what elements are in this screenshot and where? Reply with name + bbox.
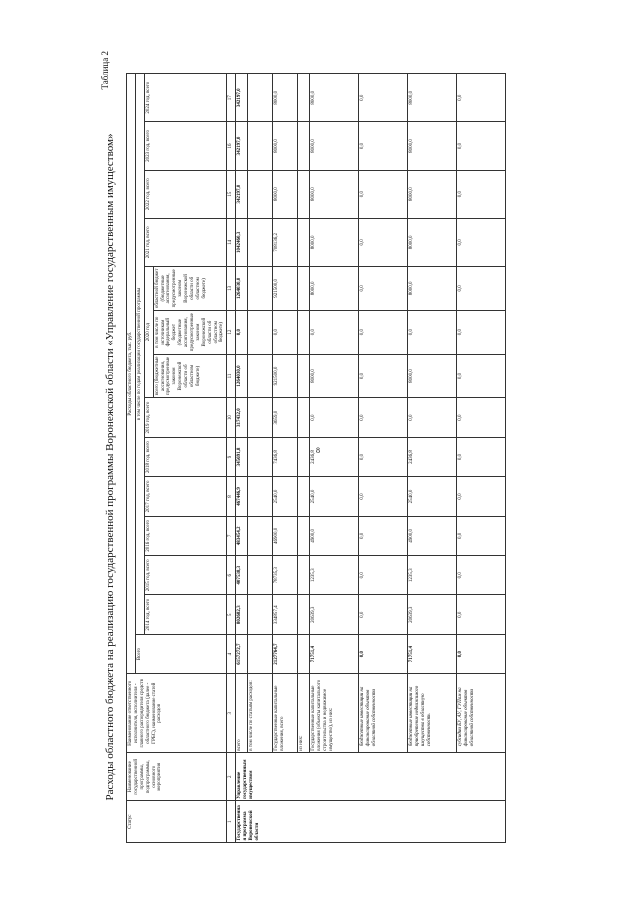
rotated-page (100, 47, 540, 847)
column-number: 15 (227, 170, 236, 218)
value-cell: 71751,4 (408, 634, 457, 673)
value-cell: 2540,0 (408, 477, 457, 516)
row-label: в том числе по статьям расходов: (248, 674, 273, 753)
column-number: 16 (227, 122, 236, 170)
value-cell: 0,0 (457, 516, 506, 555)
table-row (310, 74, 359, 843)
value-cell (248, 354, 273, 398)
value-cell: 0,0 (457, 634, 506, 673)
document-title: Расходы областного бюджета на реализацию государственной программы Воронежской области «Управление государственным имуществом» (104, 133, 116, 801)
value-cell: 0,0 (457, 170, 506, 218)
value-cell: 8000,0 (310, 266, 359, 310)
column-number: 6 (227, 556, 236, 595)
header-2020-regional: областной бюджет (бюджетные ассигнования, предусмотренные законом Воронежской области об областном бюджете) (153, 266, 227, 310)
program-status-cell: Государственная программа Воронежской области (236, 801, 506, 843)
value-cell (298, 170, 310, 218)
program-name-cell: Управление государственным имуществом (236, 753, 506, 801)
table-row (298, 74, 310, 843)
header-2019: 2019 год, всего (144, 398, 227, 437)
value-cell: 2540,0 (310, 477, 359, 516)
value-cell: 8000,0 (273, 122, 298, 170)
value-cell (298, 74, 310, 122)
value-cell: 342197,0 (236, 74, 248, 122)
value-cell: 8000,0 (273, 170, 298, 218)
value-cell (298, 266, 310, 310)
value-cell: 6157272,7 (236, 634, 248, 673)
value-cell: 8000,0 (408, 74, 457, 122)
table-row (359, 74, 408, 843)
value-cell: 345691,8 (236, 437, 248, 476)
column-number: 4 (227, 634, 236, 673)
value-cell (298, 398, 310, 437)
row-label: Государственные капитальные вложения, всего (273, 674, 298, 753)
value-cell: 317432,0 (236, 398, 248, 437)
value-cell: 8000,0 (408, 354, 457, 398)
value-cell: 0,0 (359, 74, 408, 122)
value-cell: 0,0 (310, 398, 359, 437)
value-cell: 8000,0 (408, 218, 457, 266)
header-2020-sources: в том числе по источникам (154, 316, 166, 348)
value-cell: 0,0 (359, 477, 408, 516)
value-cell: 0,0 (359, 266, 408, 310)
value-cell: 342197,0 (236, 122, 248, 170)
header-2015: 2015 год, всего (144, 556, 227, 595)
column-number: 10 (227, 398, 236, 437)
row-label: всего (236, 674, 248, 753)
value-cell: 0,0 (457, 266, 506, 310)
value-cell: 0,0 (359, 354, 408, 398)
value-cell (248, 556, 273, 595)
row-label: субсидии БУ, АУ, ГУПам на финансирование объектов областной собственности (457, 674, 506, 753)
value-cell: 8000,0 (408, 266, 457, 310)
header-executor: Наименование ответственного исполнителя, исполнителя - главного распорядителя средств областного бюджета (далее - ГРБС), наименование статей расходов (127, 674, 227, 753)
value-cell: 1264030,0 (236, 266, 248, 310)
value-cell (298, 218, 310, 266)
value-cell (248, 310, 273, 354)
value-cell: 0,0 (457, 122, 506, 170)
value-cell: 467446,9 (236, 477, 248, 516)
value-cell: 0,0 (359, 437, 408, 476)
value-cell: 71751,4 (310, 634, 359, 673)
table-row (457, 74, 506, 843)
value-cell: 0,0 (457, 310, 506, 354)
value-cell: 1264030,0 (236, 354, 248, 398)
value-cell: 1235,3 (408, 556, 457, 595)
value-cell: 0,0 (359, 595, 408, 634)
value-cell: 1042460,3 (236, 218, 248, 266)
value-cell: 921500,0 (273, 354, 298, 398)
value-cell: 0,0 (359, 398, 408, 437)
value-cell: 2540,0 (273, 477, 298, 516)
value-cell: 334857,4 (273, 595, 298, 634)
page-number: 8 (316, 446, 320, 455)
value-cell: 8000,0 (310, 354, 359, 398)
value-cell: 0,0 (457, 477, 506, 516)
value-cell (248, 516, 273, 555)
value-cell: 0,0 (236, 310, 248, 354)
column-number: 12 (227, 310, 236, 354)
value-cell: 7436,8 (273, 437, 298, 476)
value-cell (298, 595, 310, 634)
value-cell (298, 437, 310, 476)
value-cell (298, 354, 310, 398)
value-cell: 8000,0 (273, 74, 298, 122)
value-cell: 0,0 (457, 437, 506, 476)
value-cell (298, 634, 310, 673)
row-label: из них: (298, 674, 310, 753)
column-number: 2 (227, 753, 236, 801)
value-cell: 8000,0 (310, 74, 359, 122)
value-cell (248, 218, 273, 266)
header-2016: 2016 год, всего (144, 516, 227, 555)
column-number: 5 (227, 595, 236, 634)
column-number: 9 (227, 437, 236, 476)
expenses-table (126, 73, 506, 843)
header-status: Статус (127, 801, 227, 843)
header-2020-federal-text: федеральный бюджет (бюджетные ассигнования, предусмотренные законом Воронежской области об областном бюджете) (166, 313, 225, 352)
value-cell: 407538,3 (236, 556, 248, 595)
header-by-years: в том числе по годам реализации государственной программы (135, 74, 144, 635)
value-cell: 20639,3 (408, 595, 457, 634)
column-number: 11 (227, 354, 236, 398)
header-2023: 2023 год, всего (144, 122, 227, 170)
header-2014: 2014 год, всего (144, 595, 227, 634)
table-row (273, 74, 298, 843)
value-cell: 0,0 (359, 516, 408, 555)
column-number: 17 (227, 74, 236, 122)
value-cell (248, 398, 273, 437)
value-cell: 0,0 (359, 634, 408, 673)
column-number: 1 (227, 801, 236, 843)
header-2024: 2024 год, всего (144, 74, 227, 122)
value-cell: 0,0 (359, 218, 408, 266)
value-cell: 3659,0 (273, 398, 298, 437)
value-cell (248, 595, 273, 634)
value-cell: 0,0 (408, 310, 457, 354)
value-cell (298, 516, 310, 555)
value-cell: 4900,0 (310, 516, 359, 555)
header-program-name: Наименование государственной программы, подпрограммы, основного мероприятия (127, 753, 227, 801)
value-cell (298, 310, 310, 354)
value-cell: 0,0 (457, 218, 506, 266)
value-cell (248, 266, 273, 310)
value-cell: 1235,3 (310, 556, 359, 595)
value-cell: 0,0 (457, 556, 506, 595)
value-cell: 8000,0 (310, 122, 359, 170)
table-row (408, 74, 457, 843)
value-cell: 8000,0 (310, 218, 359, 266)
column-number: 3 (227, 674, 236, 753)
row-label: бюджетные инвестиции на финансирование объектов областной собственности (359, 674, 408, 753)
column-numbers-row (227, 74, 236, 843)
value-cell (248, 170, 273, 218)
value-cell: 483454,2 (236, 516, 248, 555)
value-cell: 8000,0 (408, 122, 457, 170)
header-2020-federal (153, 310, 227, 354)
table-row (248, 74, 273, 843)
value-cell: 0,0 (408, 398, 457, 437)
header-2021: 2021 год, всего (144, 218, 227, 266)
header-2020: 2020 год (144, 266, 153, 397)
value-cell: 0,0 (457, 354, 506, 398)
value-cell: 0,0 (359, 122, 408, 170)
value-cell: 20639,3 (310, 595, 359, 634)
value-cell (298, 556, 310, 595)
table-label: Таблица 2 (100, 51, 110, 90)
value-cell: 0,0 (457, 74, 506, 122)
column-number: 7 (227, 516, 236, 555)
value-cell: 0,0 (457, 595, 506, 634)
value-cell (248, 634, 273, 673)
header-2018: 2018 год, всего (144, 437, 227, 476)
value-cell: 2127764,7 (273, 634, 298, 673)
value-cell: 708136,2 (273, 218, 298, 266)
value-cell: 0,0 (359, 556, 408, 595)
value-cell: 342197,0 (236, 170, 248, 218)
row-label: Государственные капитальные вложения (объекты капитального строительства и недвижимое имущество), из них: (310, 674, 359, 753)
header-expenses: Расходы областного бюджета, тыс. руб. (127, 74, 136, 674)
value-cell (298, 477, 310, 516)
row-label: бюджетные инвестиции на приобретение недвижимого имущества в областную собственность (408, 674, 457, 753)
value-cell: 4900,0 (408, 516, 457, 555)
value-cell: 0,0 (273, 310, 298, 354)
value-cell: 0,0 (310, 310, 359, 354)
value-cell: 8000,0 (310, 170, 359, 218)
header-2020-total: всего (бюджетные ассигнования, предусмотренные законом Воронежской области об областном бюджете) (153, 354, 227, 398)
column-number: 14 (227, 218, 236, 266)
value-cell: 0,0 (359, 310, 408, 354)
value-cell (248, 437, 273, 476)
column-number: 13 (227, 266, 236, 310)
value-cell (248, 122, 273, 170)
header-2017: 2017 год, всего (144, 477, 227, 516)
header-total: Всего (135, 634, 226, 673)
value-cell: 2436,8 (310, 437, 359, 476)
header-2022: 2022 год, всего (144, 170, 227, 218)
value-cell: 46900,0 (273, 516, 298, 555)
value-cell: 8000,0 (408, 170, 457, 218)
column-number: 8 (227, 477, 236, 516)
value-cell (298, 122, 310, 170)
value-cell: 0,0 (457, 398, 506, 437)
value-cell: 802682,3 (236, 595, 248, 634)
value-cell: 921500,0 (273, 266, 298, 310)
value-cell: 78735,3 (273, 556, 298, 595)
value-cell (248, 477, 273, 516)
value-cell (248, 74, 273, 122)
value-cell: 2436,8 (408, 437, 457, 476)
value-cell: 0,0 (359, 170, 408, 218)
table-row (236, 74, 248, 843)
